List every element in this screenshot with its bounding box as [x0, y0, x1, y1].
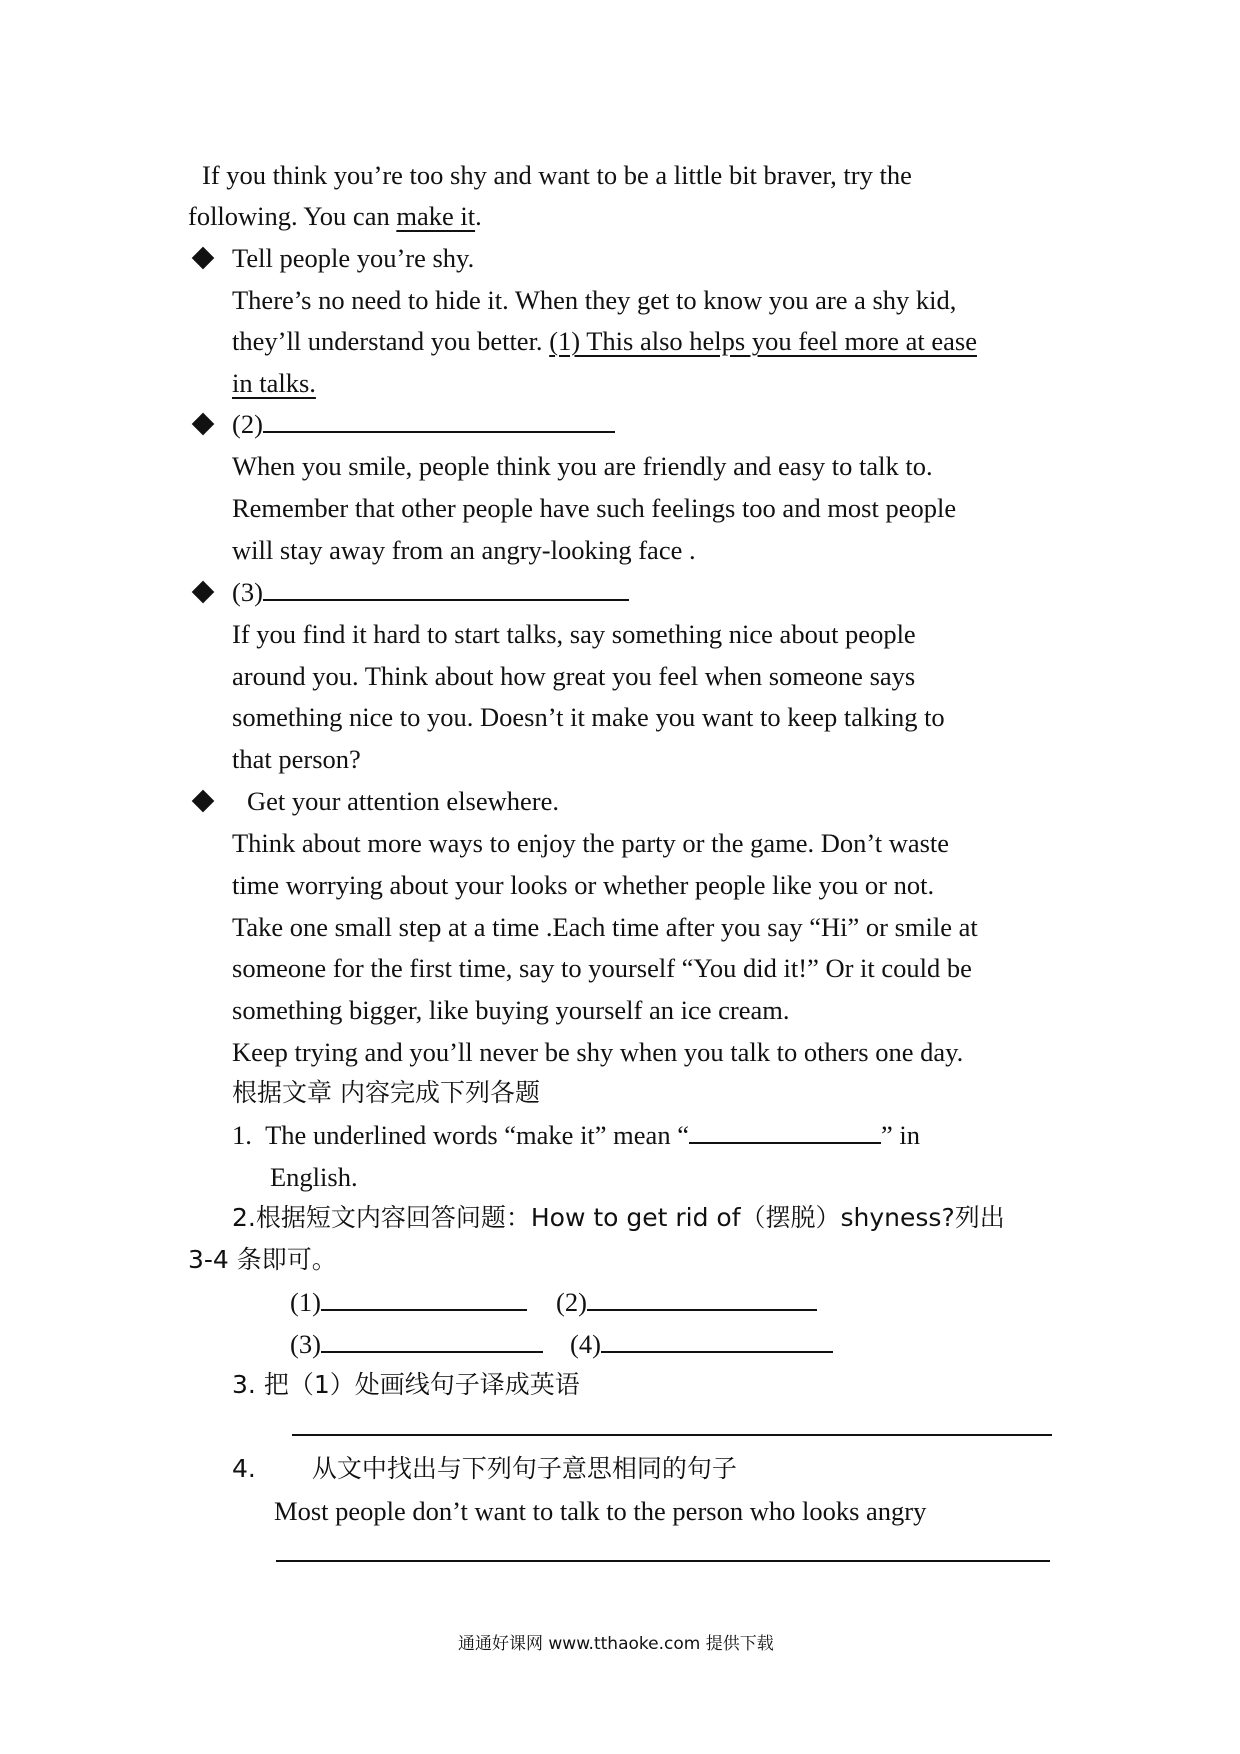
tip4-line-1: Think about more ways to enjoy the party or the game. Don’t waste	[232, 828, 950, 858]
bullet-diamond-icon	[192, 247, 215, 270]
tip4-line-2: time worrying about your looks or whether people like you or not.	[232, 870, 935, 900]
q1-answer-blank[interactable]	[689, 1118, 881, 1144]
q3-answer-line[interactable]	[292, 1434, 1052, 1436]
intro-line-2	[188, 199, 482, 233]
tip1-line-1: There’s no need to hide it. When they get to know you are a shy kid,	[232, 285, 957, 315]
q4-answer-line[interactable]	[276, 1560, 1050, 1562]
q2-answer-3-label: (3)	[290, 1329, 321, 1359]
bullet-diamond-icon	[192, 413, 215, 436]
question-4	[232, 1452, 737, 1486]
q4-text: 从文中找出与下列句子意思相同的句子	[311, 1454, 737, 1483]
underlined-sentence-1: (1) This also helps you feel more at ease	[549, 326, 977, 356]
q2-answer-1-label: (1)	[290, 1287, 321, 1317]
question-3	[232, 1368, 580, 1402]
tip3-blank[interactable]	[263, 575, 629, 601]
q2-answer-4-label: (4)	[570, 1329, 601, 1359]
q2-answer-4	[570, 1327, 833, 1361]
question-2-line-2: 3-4 条即可。	[188, 1245, 337, 1274]
q2-answer-3	[290, 1327, 543, 1361]
question-1-line-2: English.	[270, 1162, 358, 1192]
question-1	[232, 1118, 920, 1152]
q4-sentence: Most people don’t want to talk to the person who looks angry	[274, 1496, 927, 1526]
tip3-heading	[232, 575, 629, 609]
tip3-line-2: around you. Think about how great you feel when someone says	[232, 661, 916, 691]
footer-source: 通通好课网 www.tthaoke.com 提供下载	[458, 1634, 774, 1654]
q1-number: 1.	[232, 1120, 252, 1150]
q1-text: The underlined words “make it” mean “	[265, 1120, 689, 1150]
tip2-line-2: Remember that other people have such feelings too and most people	[232, 493, 957, 523]
tip4-line-3: Take one small step at a time .Each time after you say “Hi” or smile at	[232, 912, 978, 942]
question-2: 2.根据短文内容回答问题：How to get rid of（摆脱）shyness?列出	[232, 1203, 1005, 1232]
tip2-heading	[232, 407, 615, 441]
q2-answer-1-blank[interactable]	[321, 1285, 527, 1311]
tip2-line-3: will stay away from an angry-looking face .	[232, 535, 696, 565]
tip1-heading: Tell people you’re shy.	[232, 243, 475, 273]
tip1-text: they’ll understand you better.	[232, 326, 550, 356]
q2-answer-2	[556, 1285, 817, 1319]
instruction-heading: 根据文章 内容完成下列各题	[232, 1078, 540, 1107]
q2-answer-2-label: (2)	[556, 1287, 587, 1317]
tip1-line-3: in talks.	[232, 368, 316, 398]
q2-answer-1	[290, 1285, 527, 1319]
q4-number: 4.	[232, 1454, 256, 1483]
intro-line-1: If you think you’re too shy and want to be a little bit braver, try the	[202, 160, 912, 190]
tip3-line-3: something nice to you. Doesn’t it make you want to keep talking to	[232, 702, 945, 732]
tip1-line-2	[232, 324, 977, 358]
q2-answer-4-blank[interactable]	[601, 1327, 833, 1353]
tip3-number: (3)	[232, 577, 263, 607]
tip2-blank[interactable]	[263, 407, 615, 433]
bullet-diamond-icon	[192, 581, 215, 604]
tip4-heading: Get your attention elsewhere.	[247, 786, 559, 816]
underlined-phrase-make-it: make it	[396, 201, 476, 231]
tip3-line-4: that person?	[232, 744, 361, 774]
tip4-line-6: Keep trying and you’ll never be shy when you talk to others one day.	[232, 1037, 964, 1067]
q3-number: 3.	[232, 1370, 256, 1399]
tip2-line-1: When you smile, people think you are friendly and easy to talk to.	[232, 451, 933, 481]
q3-text: 把（1）处画线句子译成英语	[263, 1370, 580, 1399]
q2-answer-2-blank[interactable]	[587, 1285, 817, 1311]
tip4-line-4: someone for the first time, say to yourself “You did it!” Or it could be	[232, 953, 972, 983]
q2-answer-3-blank[interactable]	[321, 1327, 543, 1353]
intro-period: .	[475, 201, 482, 231]
bullet-diamond-icon	[192, 790, 215, 813]
tip2-number: (2)	[232, 409, 263, 439]
q1-text-end: ” in	[880, 1120, 920, 1150]
intro-text: following. You can	[188, 201, 397, 231]
tip4-line-5: something bigger, like buying yourself an ice cream.	[232, 995, 790, 1025]
tip3-line-1: If you find it hard to start talks, say something nice about people	[232, 619, 916, 649]
